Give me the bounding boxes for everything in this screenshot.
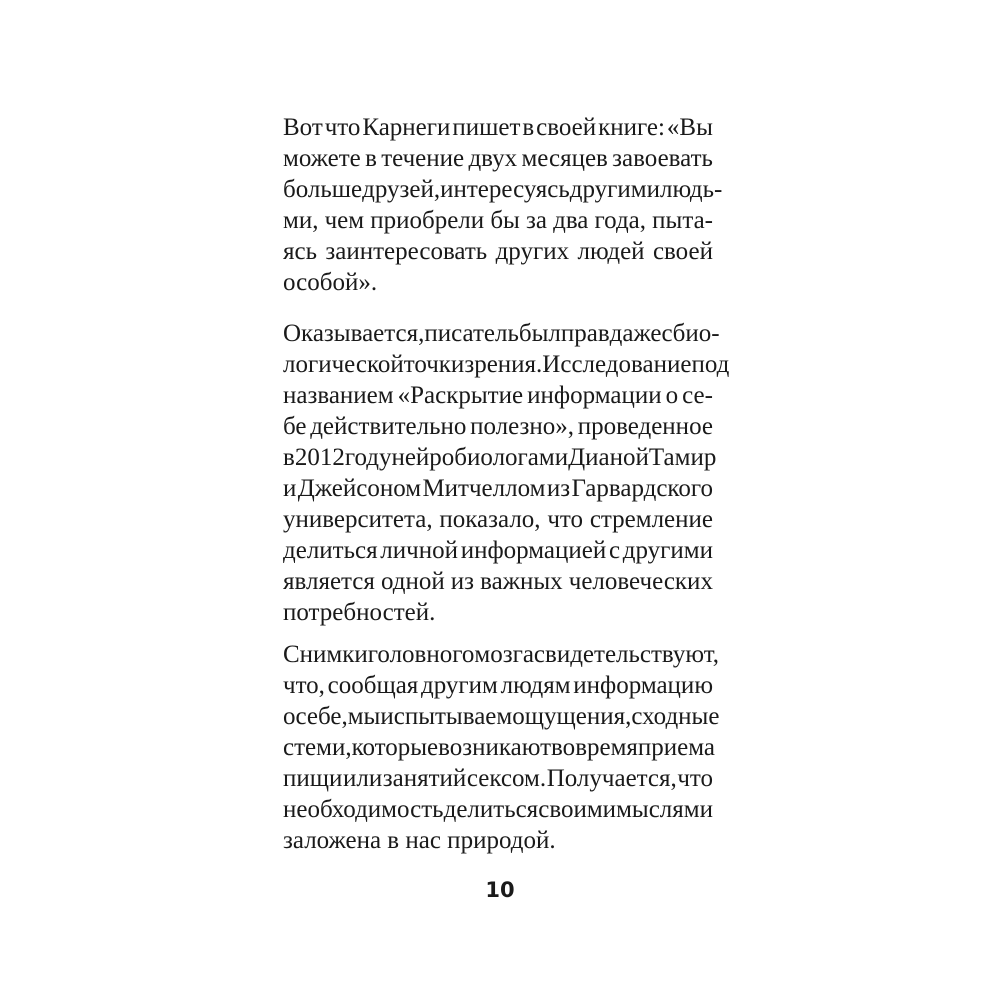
- text-line: с теми, которые возникают во время приема: [283, 734, 716, 761]
- text-line: и Джейсоном Митчеллом из Гарвардского: [283, 475, 713, 502]
- text-line: особой».: [283, 269, 378, 296]
- text-line: бе действительно полезно», проведенное: [283, 413, 713, 440]
- text-line: Вот что Карнеги пишет в своей книге: «Вы: [283, 114, 713, 141]
- text-line: Снимки головного мозга свидетельствуют,: [283, 641, 720, 668]
- text-line: потребностей.: [283, 599, 436, 626]
- text-line: делиться личной информацией с другими: [283, 537, 713, 564]
- text-line: заложена в нас природой.: [283, 827, 556, 854]
- text-line: можете в течение двух месяцев завоевать: [283, 145, 713, 172]
- text-line: необходимость делиться своими мыслями: [283, 796, 713, 823]
- text-line: пищи или занятий сексом. Получается, что: [283, 765, 713, 792]
- text-line: является одной из важных человеческих: [283, 568, 713, 595]
- text-line: университета, показало, что стремление: [283, 506, 713, 533]
- text-line: названием «Раскрытие информации о се-: [283, 382, 713, 409]
- text-line: в 2012 году нейробиологами Дианой Тамир: [283, 444, 717, 471]
- text-line: ми, чем приобрели бы за два года, пыта-: [283, 207, 713, 234]
- text-line: о себе, мы испытываем ощущения, сходные: [283, 703, 720, 730]
- text-line: Оказывается, писатель был прав даже с био-: [283, 320, 720, 347]
- text-line: логической точки зрения. Исследование под: [283, 351, 730, 378]
- page-number: 10: [485, 878, 515, 902]
- text-line: больше друзей, интересуясь другими людь-: [283, 176, 723, 203]
- text-line: что, сообщая другим людям информацию: [283, 672, 713, 699]
- text-line: ясь заинтересовать других людей своей: [283, 238, 713, 265]
